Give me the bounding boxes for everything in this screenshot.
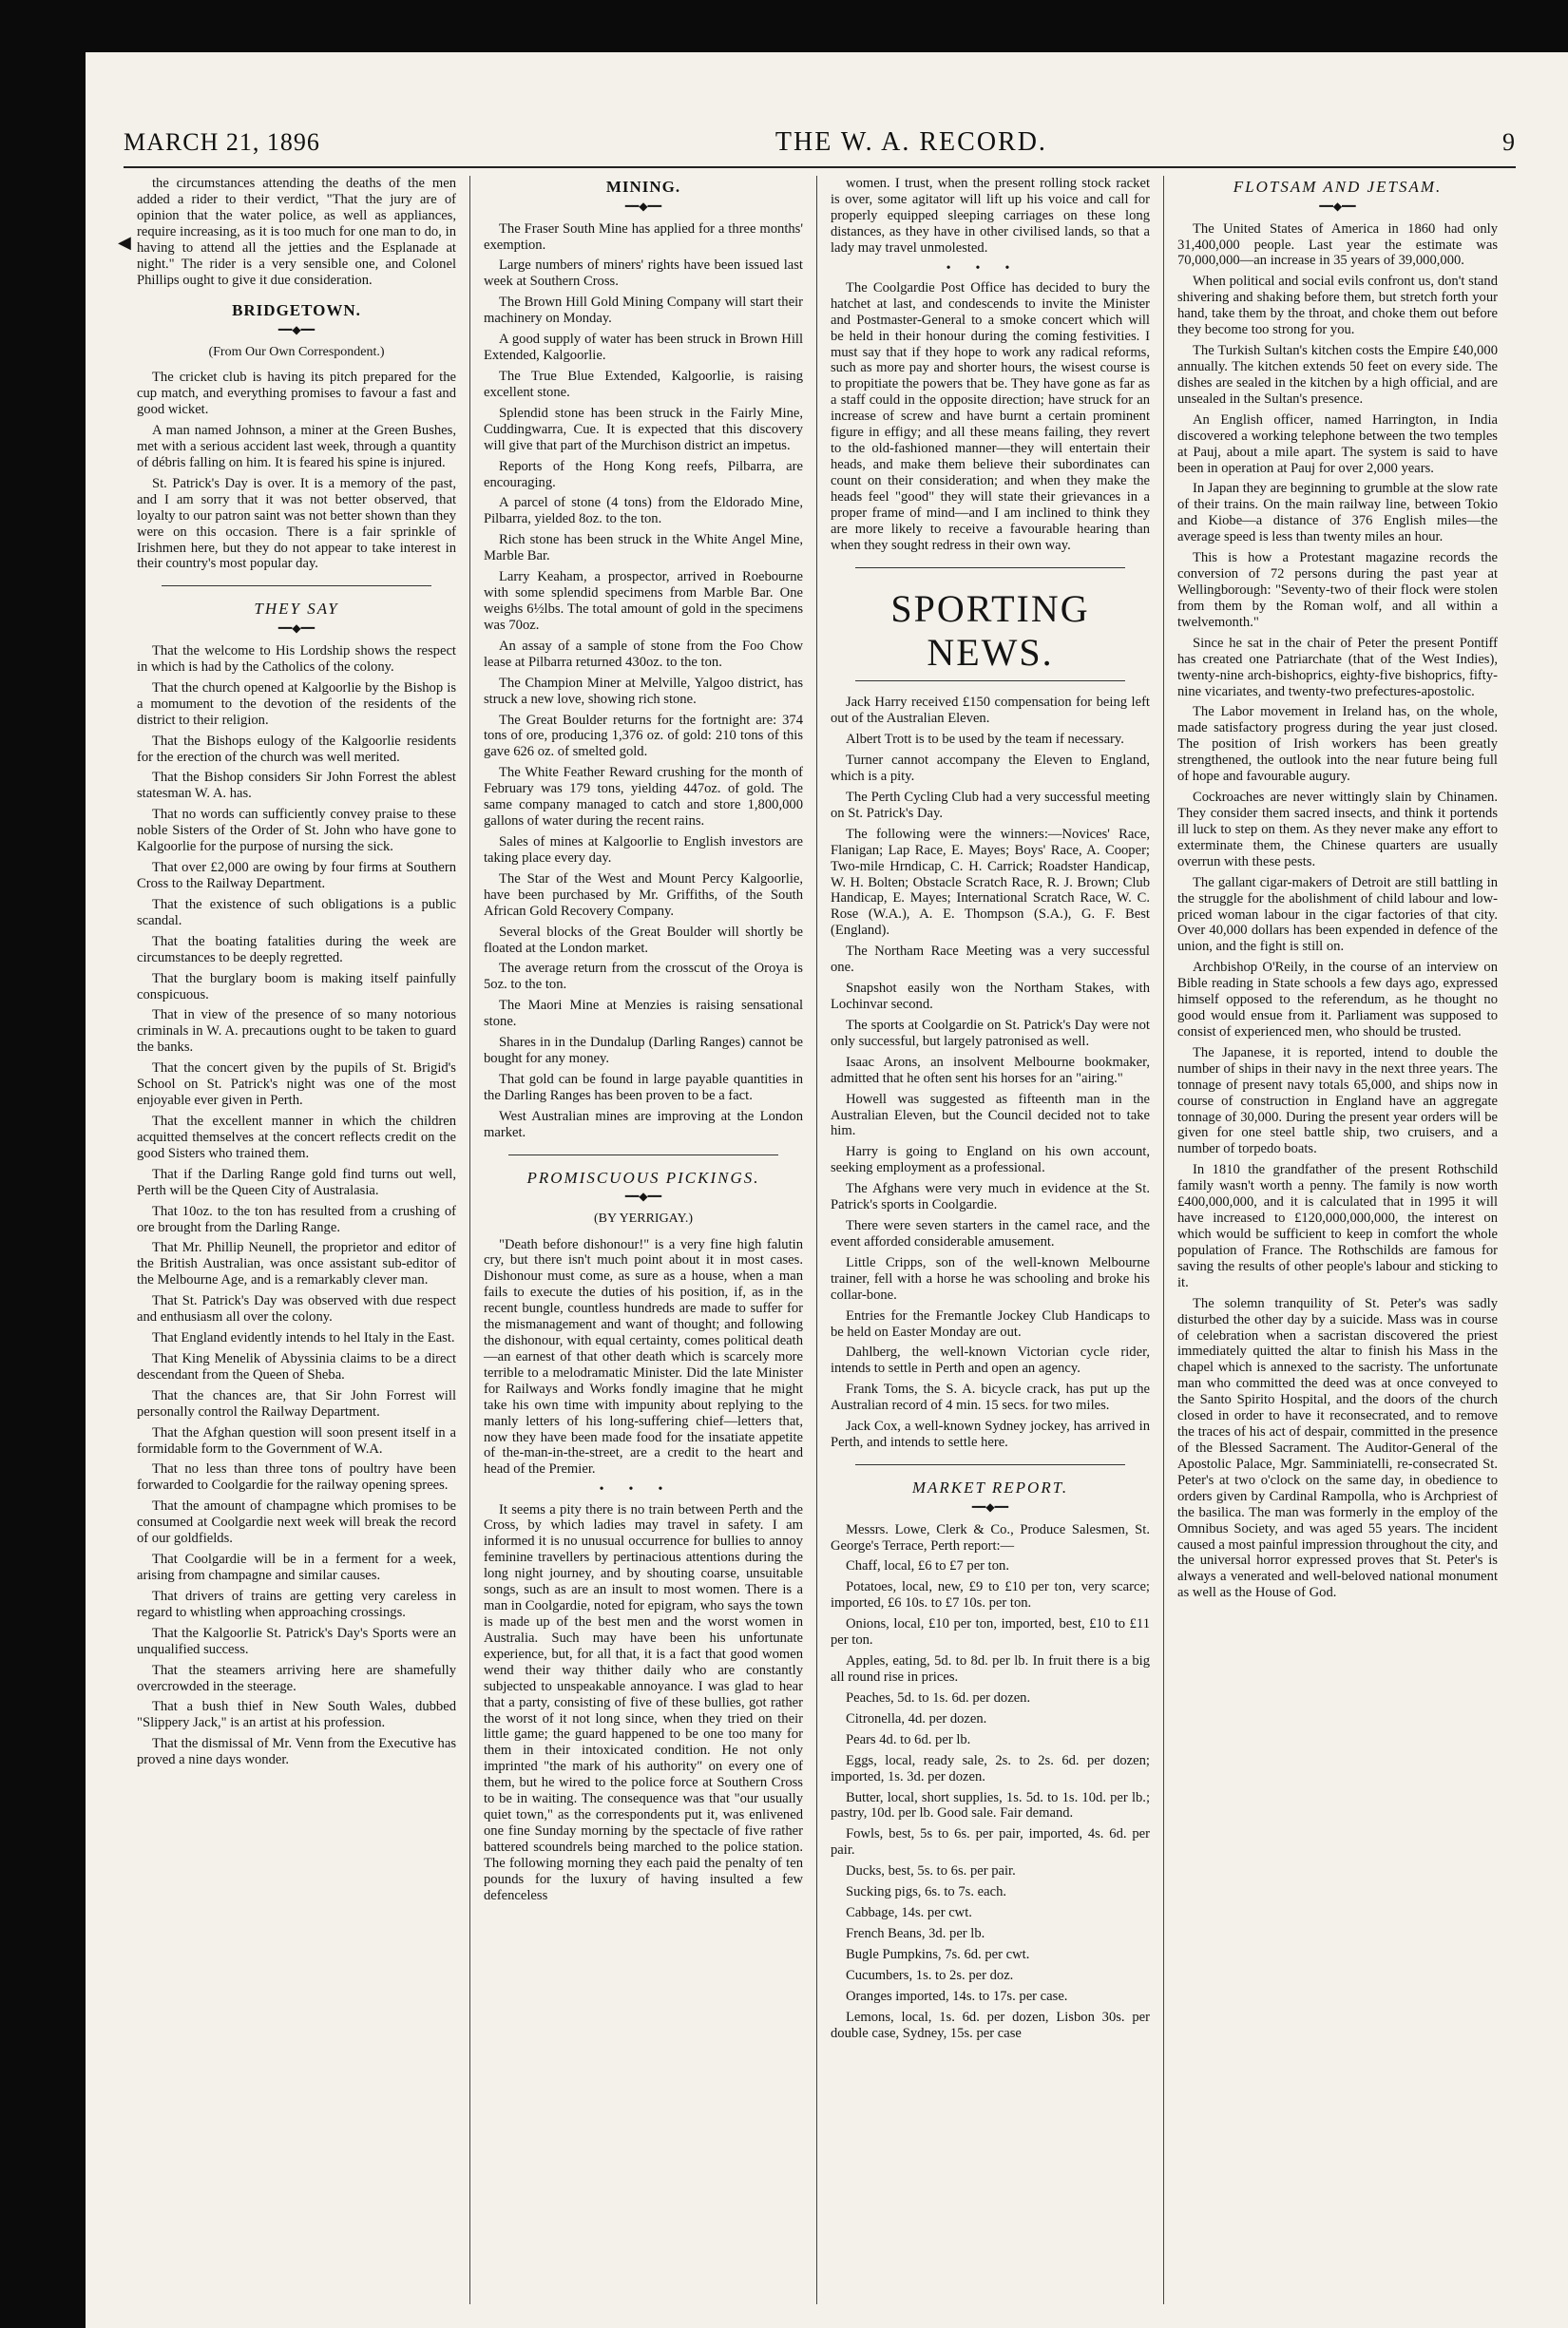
paragraph: A good supply of water has been struck in Brown Hill Extended, Kalgoorlie. <box>484 332 803 364</box>
paragraph: Cockroaches are never wittingly slain by Chinamen. They consider them sacred insects, and think it portends ill luck to step on them. As they never make any effort to exterminate them, the Chinese quarters are usually overrun with these pests. <box>1177 790 1498 869</box>
paragraph: That over £2,000 are owing by four firms at Southern Cross to the Railway Department. <box>137 860 456 891</box>
they-say-body <box>137 643 456 1768</box>
paragraph: Shares in in the Dundalup (Darling Ranges) cannot be bought for any money. <box>484 1035 803 1067</box>
paragraph: That the church opened at Kalgoorlie by the Bishop is a momument to the devotion of the residents of the district to their religion. <box>137 679 456 728</box>
paragraph: That the Afghan question will soon present itself in a formidable form to the Government of W.A. <box>137 1424 456 1457</box>
paragraph: Cabbage, 14s. per cwt. <box>846 1905 972 1921</box>
paragraph: The sports at Coolgardie on St. Patrick's Day were not only successful, but largely patronised as well. <box>831 1017 1150 1049</box>
section-rule <box>162 585 431 586</box>
column-2 <box>470 176 817 2304</box>
masthead-title: THE W. A. RECORD. <box>774 127 1047 157</box>
paragraph: The Champion Miner at Melville, Yalgoo district, has struck a new love, showing rich stone. <box>484 675 803 707</box>
paragraph: Harry is going to England on his own account, seeking employment as a professional. <box>831 1144 1150 1176</box>
paragraph: Lemons, local, 1s. 6d. per dozen, Lisbon 30s. per double case, Sydney, 15s. per case <box>831 2009 1150 2041</box>
paragraph: That if the Darling Range gold find turns out well, Perth will be the Queen City of Australasia. <box>137 1166 456 1198</box>
intro-block <box>831 176 1150 554</box>
paragraph: That the excellent manner in which the children acquitted themselves at the concert reflects credit on the good Sisters who trained them. <box>137 1113 456 1161</box>
paragraph: That King Menelik of Abyssinia claims to be a direct descendant from the Queen of Sheba. <box>137 1350 456 1383</box>
paragraph: Rich stone has been struck in the White Angel Mine, Marble Bar. <box>484 532 803 564</box>
column-3 <box>817 176 1164 2304</box>
paragraph: Albert Trott is to be used by the team if necessary. <box>846 732 1124 748</box>
paragraph: Howell was suggested as fifteenth man in the Australian Eleven, but the Council decided not to take him. <box>831 1091 1150 1139</box>
paragraph: French Beans, 3d. per lb. <box>846 1926 985 1941</box>
bridgetown-byline: (From Our Own Correspondent.) <box>208 345 385 360</box>
paragraph: Isaac Arons, an insolvent Melbourne bookmaker, admitted that he often sent his horses for an "airing." <box>831 1054 1150 1086</box>
ornament: ━━◆━━ <box>1319 199 1356 213</box>
page-number: 9 <box>1501 128 1516 156</box>
section-rule <box>855 567 1125 568</box>
paragraph: Several blocks of the Great Boulder will shortly be floated at the London market. <box>484 924 803 956</box>
paragraph: That in view of the presence of so many notorious criminals in W. A. precautions ought to be taken to guard the banks. <box>137 1007 456 1056</box>
paragraph: The following were the winners:—Novices' Race, Flanigan; Lap Race, E. Mayes; Boys' Race, A. Cooper; Two-mile Hrndicap, C. H. Carrick; Roadster Handicap, W. H. Bolten; Obstacle Scratch Race, R. J. Brown; Club Handicap, E. Mayes; International Scratch Race, W. C. Rose (W.A.), A. E. Thompson (S.A.), G. F. Best (England). <box>831 826 1150 939</box>
paragraph: Chaff, local, £6 to £7 per ton. <box>846 1558 1009 1574</box>
section-rule <box>855 1464 1125 1465</box>
paragraph: That the amount of champagne which promises to be consumed at Coolgardie next week will break the record of our goldfields. <box>137 1498 456 1547</box>
section-rule <box>855 680 1125 681</box>
paragraph: In 1810 the grandfather of the present Rothschild family wasn't worth a penny. The family is now worth £400,000,000, and it is calculated that in 1995 it will have increased to £120,000,000,000, the interest on which would be sufficient to keep in comfort the whole population of France. The Rothschilds are famous for saving the results of other people's labour and sticking to it. <box>1177 1162 1498 1290</box>
newspaper-page <box>86 52 1568 2328</box>
paragraph: Oranges imported, 14s. to 17s. per case. <box>846 1988 1068 2004</box>
paragraph: Bugle Pumpkins, 7s. 6d. per cwt. <box>846 1946 1030 1962</box>
paragraph: Fowls, best, 5s to 6s. per pair, imported, 4s. 6d. per pair. <box>831 1826 1150 1859</box>
mining-body <box>484 221 803 1141</box>
paragraph: The Brown Hill Gold Mining Company will start their machinery on Monday. <box>484 295 803 327</box>
paragraph: The Maori Mine at Menzies is raising sensational stone. <box>484 998 803 1030</box>
paragraph: That the Bishops eulogy of the Kalgoorlie residents for the erection of the church was well merited. <box>137 733 456 765</box>
paragraph: The average return from the crosscut of the Oroya is 5oz. to the ton. <box>484 961 803 993</box>
paragraph: That the steamers arriving here are shamefully overcrowded in the steerage. <box>137 1662 456 1694</box>
section-rule <box>508 1154 778 1155</box>
paragraph: Splendid stone has been struck in the Fairly Mine, Cuddingwarra, Cue. It is expected that this discovery will give that part of the Murchison district an impetus. <box>484 405 803 453</box>
paragraph: Large numbers of miners' rights have been issued last week at Southern Cross. <box>484 258 803 290</box>
paragraph: That 10oz. to the ton has resulted from a crushing of ore brought from the Darling Range. <box>137 1203 456 1235</box>
pickings-byline: (BY YERRIGAY.) <box>594 1212 693 1227</box>
paragraph: Turner cannot accompany the Eleven to England, which is a pity. <box>831 753 1150 784</box>
paragraph: Onions, local, £10 per ton, imported, best, £10 to £11 per ton. <box>831 1616 1150 1649</box>
paragraph: Eggs, local, ready sale, 2s. to 2s. 6d. per dozen; imported, 1s. 3d. per dozen. <box>831 1752 1150 1784</box>
paragraph: Butter, local, short supplies, 1s. 5d. to 1s. 10d. per lb.; pastry, 10d. per lb. Good sale. Fair demand. <box>831 1789 1150 1822</box>
paragraph: The Afghans were very much in evidence at the St. Patrick's sports in Coolgardie. <box>831 1181 1150 1213</box>
paragraph: Jack Harry received £150 compensation for being left out of the Australian Eleven. <box>831 695 1150 727</box>
article-columns <box>118 176 1511 2304</box>
paragraph: In Japan they are beginning to grumble at the slow rate of their trains. On the main railway line, between Tokio and Kiobe—a distance of 376 English miles—the average speed is less than twenty miles an hour. <box>1177 481 1498 545</box>
column-1 <box>118 176 470 2304</box>
paragraph: Snapshot easily won the Northam Stakes, with Lochinvar second. <box>831 981 1150 1012</box>
ornament: ━━◆━━ <box>971 1499 1009 1514</box>
paragraph: That drivers of trains are getting very careless in regard to whistling when approaching crossings. <box>137 1588 456 1620</box>
mining-heading: MINING. <box>605 178 681 196</box>
paragraph: Citronella, 4d. per dozen. <box>846 1710 987 1727</box>
paragraph: That a bush thief in New South Wales, dubbed "Slippery Jack," is an artist at his profession. <box>137 1699 456 1731</box>
paragraph: The cricket club is having its pitch prepared for the cup match, and everything promises to favour a fast and good wicket. <box>137 370 456 418</box>
pickings-body <box>484 1237 803 1904</box>
paragraph: That no less than three tons of poultry have been forwarded to Coolgardie for the railway opening sprees. <box>137 1461 456 1494</box>
paragraph: The United States of America in 1860 had only 31,400,000 people. Last year the estimate was 70,000,000—an increase in 35 years of 39,000,000. <box>1177 220 1498 269</box>
paragraph: West Australian mines are improving at the London market. <box>484 1108 803 1140</box>
column-4 <box>1164 176 1511 2304</box>
paragraph: When political and social evils confront us, don't stand shivering and shaking before them, but stretch forth your hand, take them by the throat, and choke them out before they become too strong for you. <box>1177 274 1498 338</box>
pickings-heading: PROMISCUOUS PICKINGS. <box>526 1168 760 1187</box>
paragraph: Sales of mines at Kalgoorlie to English investors are taking place every day. <box>484 833 803 866</box>
paragraph: Entries for the Fremantle Jockey Club Handicaps to be held on Easter Monday are out. <box>831 1307 1150 1340</box>
paragraph: Sucking pigs, 6s. to 7s. each. <box>846 1884 1007 1900</box>
paragraph: Little Cripps, son of the well-known Melbourne trainer, fell with a horse he was schooling and broke his collar-bone. <box>831 1254 1150 1303</box>
paragraph: Peaches, 5d. to 1s. 6d. per dozen. <box>846 1689 1031 1706</box>
flotsam-heading: FLOTSAM AND JETSAM. <box>1233 178 1443 196</box>
paragraph: The Fraser South Mine has applied for a three months' exemption. <box>484 220 803 253</box>
paragraph: That Coolgardie will be in a ferment for a week, arising from champagne and similar causes. <box>137 1552 456 1584</box>
paragraph: The solemn tranquility of St. Peter's was sadly disturbed the other day by a suicide. Mass was in course of celebration when a sacristan discovered the priest immediately quitted the altar to finish his Mass in the chapel which is annexed to the sacristy. The unfortunate man who committed the deed was at once conveyed to the Santo Spirito Hospital, and the doors of the church closed in order to have it reconsecrated, and to remove the traces of his act of despair, committed in the presence of the Blessed Sacrament. The Auditor-General of the Apostolic Palace, Mgr. Samminiatelli, re-consecrated St. Peter's at two o'clock on the same day, in obedience to orders given by Cardinal Rampolla, who is Archpriest of the basilica. The man was formerly in the employ of the Omnibus Society, and was aged 55 years. The incident caused a most painful impression throughout the city, and the universal horror expressed proves that St. Peter's is always a venerated and well-beloved national monument as well as the House of God. <box>1177 1295 1498 1601</box>
paragraph: the circumstances attending the deaths of the men added a rider to their verdict, "That the jury are of opinion that the water police, as well as appliances, require increasing, as it is too much for one man to do, in having to attend all the jetties and the Esplanade at night." The rider is a very sensible one, and Colonel Phillips ought to give it due consideration. <box>137 176 456 288</box>
paragraph: Cucumbers, 1s. to 2s. per doz. <box>846 1967 1014 1983</box>
paragraph: The White Feather Reward crushing for the month of February was 179 tons, yielding 447oz. of gold. The same company managed to catch and store 1,800,000 gallons of water during the recent rains. <box>484 765 803 830</box>
paragraph: That the welcome to His Lordship shows the respect in which is had by the Catholics of the colony. <box>137 643 456 675</box>
paragraph: That England evidently intends to hel Italy in the East. <box>152 1330 455 1346</box>
paragraph: That the chances are, that Sir John Forrest will personally control the Railway Department. <box>137 1387 456 1420</box>
paragraph: That the concert given by the pupils of St. Brigid's School on St. Patrick's night was one of the most enjoyable ever given in Perth. <box>137 1060 456 1109</box>
paragraph: Larry Keaham, a prospector, arrived in Roebourne with some splendid specimens from Marble Bar. One weighs 6½lbs. The total amount of gold in the specimens was 70oz. <box>484 569 803 633</box>
paragraph: That the burglary boom is making itself painfully conspicuous. <box>137 970 456 1002</box>
paragraph: The Perth Cycling Club had a very successful meeting on St. Patrick's Day. <box>831 789 1150 821</box>
paragraph: St. Patrick's Day is over. It is a memory of the past, and I am sorry that it was not better observed, that loyalty to our patron saint was not better shown than they were on this occasion. There is a fair sprinkle of Irishmen here, but they do not appear to take interest in their country's most popular day. <box>137 475 456 572</box>
margin-mark: ◀ <box>118 233 131 252</box>
paragraph: That the boating fatalities during the week are circumstances to be deeply regretted. <box>137 933 456 965</box>
paragraph: There were seven starters in the camel race, and the event afforded considerable amusement. <box>831 1218 1150 1250</box>
paragraph: That the Bishop considers Sir John Forrest the ablest statesman W. A. has. <box>137 770 456 802</box>
paragraph: The True Blue Extended, Kalgoorlie, is raising excellent stone. <box>484 369 803 400</box>
ornament: ━━◆━━ <box>277 323 316 337</box>
paragraph: The Coolgardie Post Office has decided to bury the hatchet at last, and condescends to invite the Minister and Postmaster-General to a smoke concert which will be held in their honour during the coming festivities. I must say that if they hope to work any radical reforms, such as more pay and shorter hours, the wisest course is to propitiate the powers that be. They have gone as far as a staff could in the opposite direction; have struck for an increase of screw and have burnt a certain prominent figure in effigy; and all these means failing, they revert to the old-fashioned manner—they will entertain their heads, and make them believe their subordinates can count on their consideration; and when they make the heads feel "good" they will state their grievances in a proper frame of mind—and I am inclined to think they are more likely to receive a favourable hearing than when they sought redress in their own way. <box>831 279 1150 553</box>
paragraph: That the dismissal of Mr. Venn from the Executive has proved a nine days wonder. <box>137 1736 456 1768</box>
paragraph: The Japanese, it is reported, intend to double the number of ships in their navy in the next three years. The tonnage of present navy totals 65,000, and ships now in course of construction in England have an aggregate tonnage of 30,000. During the present year orders will be given for one steel battle ship, two cruisers, and a number of torpedo boats. <box>1177 1044 1498 1157</box>
paragraph: The Northam Race Meeting was a very successful one. <box>831 944 1150 976</box>
paragraph: That no words can sufficiently convey praise to these noble Sisters of the Order of St. John who have gone to Kalgoorlie for the purpose of nursing the sick. <box>137 807 456 855</box>
paragraph: An assay of a sample of stone from the Foo Chow lease at Pilbarra returned 430oz. to the ton. <box>484 638 803 670</box>
paragraph: This is how a Protestant magazine records the conversion of 72 persons during the past year at Wellingborough: "Seventy-two of their flock were stolen from them by the Roman wolf, and all within a twelvemonth." <box>1177 550 1498 630</box>
paragraph: That gold can be found in large payable quantities in the Darling Ranges has been proven to be a fact. <box>484 1071 803 1103</box>
market-body <box>831 1522 1150 2042</box>
paragraph: The Great Boulder returns for the fortnight are: 374 tons of ore, producing 1,376 oz. of gold: 210 tons of this gave 626 oz. of smelted gold. <box>484 712 803 760</box>
paragraph: That St. Patrick's Day was observed with due respect and enthusiasm all over the colony. <box>137 1293 456 1326</box>
paragraph: Messrs. Lowe, Clerk & Co., Produce Salesmen, St. George's Terrace, Perth report:— <box>831 1521 1150 1554</box>
paragraph: "Death before dishonour!" is a very fine high falutin cry, but there isn't much point about it in most cases. Dishonour must come, as sure as a house, when a man fails to execute the duties of his position, if, as in the recent bungle, countless hundreds are made to suffer for the mismanagement and want of thought; and following the dishonour, with equal certainty, comes political death—an earnest of that other death which is scarcely more terrible to a melodramatic Minister. Did the late Minister for Railways and Works fondly imagine that he might take his own time with impunity about replying to the manly letters of his long-suffering chief—letters that, now they have been made food for the insatiate appetite of the-man-in-the-street, are a credit to the heart and head of the Premier. <box>484 1236 803 1478</box>
paragraph: The gallant cigar-makers of Detroit are still battling in the struggle for the abolishment of child labour and low-priced woman labour in the cigar factories of that city. Over 40,000 dollars has been expended in defence of the union, and the fight is still on. <box>1177 874 1498 955</box>
ornament: ━━◆━━ <box>277 621 316 636</box>
paragraph: A parcel of stone (4 tons) from the Eldorado Mine, Pilbarra, yielded 8oz. to the ton. <box>484 495 803 527</box>
bridgetown-body <box>137 370 456 572</box>
paragraph: That the existence of such obligations is a public scandal. <box>137 896 456 928</box>
paragraph: Jack Cox, a well-known Sydney jockey, has arrived in Perth, and intends to settle here. <box>831 1419 1150 1451</box>
paragraph: Frank Toms, the S. A. bicycle crack, has put up the Australian record of 4 min. 15 secs. for two miles. <box>831 1382 1150 1414</box>
issue-date: MARCH 21, 1896 <box>124 128 320 156</box>
ornament: ━━◆━━ <box>624 199 662 213</box>
ornament: ━━◆━━ <box>624 1190 662 1204</box>
paragraph: That the Kalgoorlie St. Patrick's Day's Sports were an unqualified success. <box>137 1625 456 1657</box>
paragraph: Ducks, best, 5s. to 6s. per pair. <box>846 1863 1016 1880</box>
separator-dots: ••• <box>599 1482 688 1498</box>
paragraph: Dahlberg, the well-known Victorian cycle rider, intends to settle in Perth and open an agency. <box>831 1345 1150 1377</box>
paragraph: women. I trust, when the present rolling stock racket is over, some agitator will lift up his voice and call for properly equipped sleeping carriages on these long distances, as they have in other civilised lands, so that a lady may travel unmolested. <box>831 176 1150 256</box>
paragraph: Reports of the Hong Kong reefs, Pilbarra, are encouraging. <box>484 458 803 490</box>
sporting-body <box>831 695 1150 1451</box>
paragraph: A man named Johnson, a miner at the Green Bushes, met with a serious accident last week, through a quantity of débris falling on him. It is feared his spine is injured. <box>137 423 456 470</box>
paragraph: An English officer, named Harrington, in India discovered a working telephone between the two temples at Pauj, about a mile apart. The system is said to have been in operation at Pauj for over 2,000 years. <box>1177 411 1498 476</box>
paragraph: It seems a pity there is no train between Perth and the Cross, by which ladies may travel in safety. I am informed it is no unusual occurrence for bullies to annoy feminine travellers by pertinacious attentions during the long night journey, and by shouting coarse, unsuitable songs, such as are an insult to most women. There is a man in Coolgardie, noted for epigram, who says the town is made up of the best men and the worst women in Australia. Such may have been his unfortunate experience, but, for all that, it is a fact that good women wend their way thither daily who are constantly subjected to unspeakable annoyance. I was glad to hear that a party, consisting of five of these bullies, got rather the worst of it not long since, when they tried on their little game; the guard happened to be one too many for them in their intoxicated condition. He not only imprinted "the mark of his authority" on every one of them, but he wired to the police force at Southern Cross to be in waiting. The consequence was that "our usually quiet town," as the correspondents put it, was enlivened one fine Sunday morning by the spectacle of five rather battered scoundrels being marched to the police station. The following morning they each paid the penalty of ten pounds for the luxury of having insulted a few defenceless <box>484 1501 803 1903</box>
paragraph: That Mr. Phillip Neunell, the proprietor and editor of the British Australian, was once assistant sub-editor of the Melbourne Age, and is a remarkably clever man. <box>137 1240 456 1288</box>
paragraph: Archbishop O'Reily, in the course of an interview on Bible reading in State schools a few days ago, expressed himself opposed to the referendum, as he thought no good would ensue from it. Parliament was supposed to consist of experienced men, who should be trusted. <box>1177 960 1498 1040</box>
separator-dots: ••• <box>946 260 1035 276</box>
paragraph: Apples, eating, 5d. to 8d. per lb. In fruit there is a big all round rise in prices. <box>831 1653 1150 1686</box>
flotsam-body <box>1177 221 1498 1602</box>
sporting-heading: SPORTING NEWS. <box>890 586 1090 674</box>
they-say-heading: THEY SAY <box>254 600 339 619</box>
paragraph: The Star of the West and Mount Percy Kalgoorlie, have been purchased by Mr. Griffiths, of the South African Gold Recovery Company. <box>484 870 803 919</box>
paragraph: The Labor movement in Ireland has, on the whole, made satisfactory progress during the year just closed. The position of Irish workers has been greatly strengthened, the outlook into the near future being full of hope and favourable augury. <box>1177 704 1498 785</box>
bridgetown-heading: BRIDGETOWN. <box>232 301 361 320</box>
paragraph: Potatoes, local, new, £9 to £10 per ton, very scarce; imported, £6 10s. to £7 10s. per ton. <box>831 1579 1150 1612</box>
paragraph: Pears 4d. to 6d. per lb. <box>846 1731 971 1747</box>
paragraph: The Turkish Sultan's kitchen costs the Empire £40,000 annually. The kitchen extends 50 feet on every side. The dishes are sealed in the kitchen by a high official, and are unsealed in the Sultan's presence. <box>1177 343 1498 407</box>
paragraph: Since he sat in the chair of Peter the present Pontiff has created one Patriarchate (that of the West Indies), twenty-nine arch-bishoprics, eighty-five bishoprics, fifty-nine vicariates, and twenty-two prefectures-apostolic. <box>1177 635 1498 699</box>
page-header <box>124 119 1516 168</box>
market-heading: MARKET REPORT. <box>911 1479 1069 1498</box>
intro-block <box>137 176 456 288</box>
